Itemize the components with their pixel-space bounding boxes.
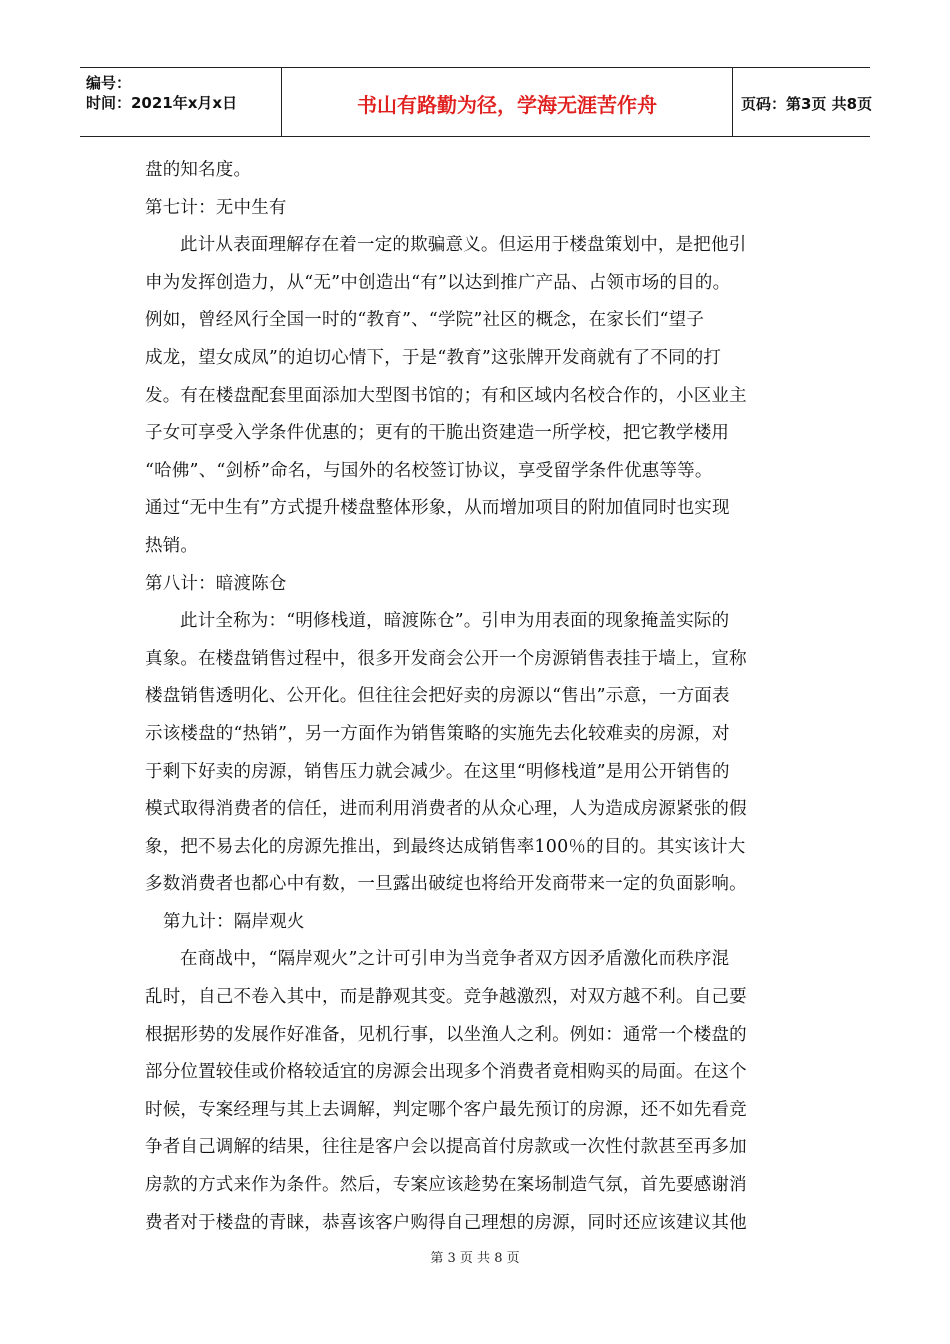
body-line: 于剩下好卖的房源，销售压力就会减少。在这里“明修栈道”是用公开销售的 [145, 761, 730, 782]
body-line: 发。有在楼盘配套里面添加大型图书馆的；有和区域内名校合作的，小区业主 [145, 385, 747, 406]
body-line: 多数消费者也都心中有数，一旦露出破绽也将给开发商带来一定的负面影响。 [145, 874, 747, 895]
body-line: 申为发挥创造力，从“无”中创造出“有”以达到推广产品、占领市场的目的。 [145, 272, 731, 293]
body-line: 房款的方式来作为条件。然后，专案应该趁势在案场制造气氛，首先要感谢消 [145, 1175, 747, 1196]
body-line: 示该楼盘的“热销”，另一方面作为销售策略的实施先去化较难卖的房源，对 [145, 723, 730, 744]
body-line: “哈佛”、“剑桥”命名，与国外的名校签订协议，享受留学条件优惠等等。 [145, 460, 713, 481]
body-line: 费者对于楼盘的青睐，恭喜该客户购得自己理想的房源，同时还应该建议其他 [145, 1212, 747, 1233]
header-motto-cell [282, 68, 733, 136]
body-line: 根据形势的发展作好准备，见机行事，以坐渔人之利。例如：通常一个楼盘的 [145, 1024, 747, 1045]
body-line: 时候，专案经理与其上去调解，判定哪个客户最先预订的房源，还不如先看竞 [145, 1099, 747, 1120]
body-line: 在商战中，“隔岸观火”之计可引申为当竞争者双方因矛盾激化而秩序混 [180, 949, 730, 970]
header-meta-cell [80, 68, 282, 136]
body-line: 楼盘销售透明化、公开化。但往往会把好卖的房源以“售出”示意，一方面表 [145, 686, 730, 707]
body-line: 此计从表面理解存在着一定的欺骗意义。但运用于楼盘策划中，是把他引 [180, 235, 747, 256]
body-line: 盘的知名度。 [145, 160, 252, 180]
body-line: 真象。在楼盘销售过程中，很多开发商会公开一个房源销售表挂于墙上，宣称 [145, 648, 747, 669]
page-header [80, 67, 873, 137]
number-label: 编号： [86, 74, 132, 92]
body-line: 争者自己调解的结果，往往是客户会以提高首付房款或一次性付款甚至再多加 [145, 1137, 747, 1158]
body-line: 乱时，自己不卷入其中，而是静观其变。竞争越激烈，对双方越不利。自己要 [145, 987, 747, 1008]
body-line: 部分位置较佳或价格较适宜的房源会出现多个消费者竟相购买的局面。在这个 [145, 1062, 747, 1083]
motto-text: 书山有路勤为径，学海无涯苦作舟 [357, 93, 657, 117]
body-line: 子女可享受入学条件优惠的；更有的干脆出资建造一所学校，把它教学楼用 [145, 423, 730, 444]
page-footer: 第 3 页 共 8 页 [430, 1251, 520, 1266]
section-heading: 第八计：暗渡陈仓 [145, 573, 287, 594]
body-line: 热销。 [145, 535, 199, 556]
page-info: 页码：第3页 共8页 [741, 95, 873, 113]
body-line: 成龙，望女成凤”的迫切心情下，于是“教育”这张牌开发商就有了不同的打 [145, 347, 722, 368]
time-label: 时间：2021年x月x日 [86, 94, 238, 112]
body-line: 象，把不易去化的房源先推出，到最终达成销售率100％的目的。其实该计大 [145, 836, 746, 857]
body-line: 模式取得消费者的信任，进而利用消费者的从众心理，人为造成房源紧张的假 [145, 799, 747, 820]
header-page-cell [733, 68, 873, 136]
body-line: 通过“无中生有”方式提升楼盘整体形象，从而增加项目的附加值同时也实现 [145, 498, 730, 519]
body-line: 例如，曾经风行全国一时的“教育”、“学院”社区的概念，在家长们“望子 [145, 310, 705, 331]
section-heading: 第九计：隔岸观火 [163, 911, 305, 932]
document-body [145, 152, 805, 1242]
body-line: 此计全称为：“明修栈道，暗渡陈仓”。引申为用表面的现象掩盖实际的 [180, 611, 730, 632]
section-heading: 第七计：无中生有 [145, 197, 287, 218]
